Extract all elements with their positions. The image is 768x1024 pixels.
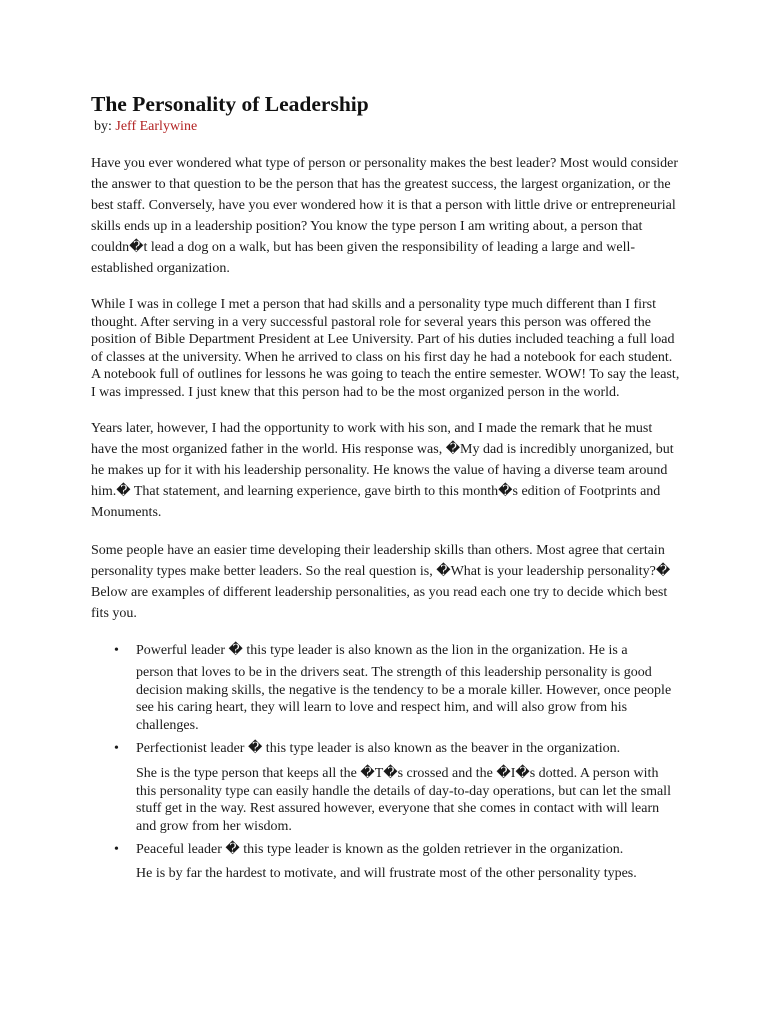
list-item-body: person that loves to be in the drivers seat. The strength of this leadership personality is good decision making skills, the negative is the tendency to be a morale killer. However, once people see his caring heart, they will learn to love and respect him, and will also grow from his challenges. (136, 665, 672, 733)
bullet-icon: • (114, 842, 119, 857)
document-title: The Personality of Leadership (91, 92, 369, 116)
paragraph-3: Years later, however, I had the opportunity to work with his son, and I made the remark that he must have the most organized father in the world. His response was, �My dad is incredibly unorganized, but he makes up for it with his leadership personality. He knows the value of having a diverse team around him.� That statement, and learning experience, gave birth to this month�s edition of Footprints and Monuments. (91, 421, 674, 520)
paragraph-4: Some people have an easier time developing their leadership skills than others. Most agree that certain personality types make better leaders. So the real question is, �What is your leadership personality?� Below are examples of different leadership personalities, as you read each one try to decide which best fits you. (91, 543, 671, 621)
leadership-list (91, 642, 681, 884)
paragraph-2: While I was in college I met a person that had skills and a personality type much different than I first thought. After serving in a very successful pastoral role for several years this person was offered the position of Bible Department President at Lee University. Part of his duties included teaching a full load of classes at the university. When he arrived to class on his first day he had a notebook for each student. A notebook full of outlines for lessons he was going to teach the entire semester. WOW! To say the least, I was impressed. I just knew that this person had to be the most organized person in the world. (91, 297, 680, 400)
list-item-lead: Powerful leader � this type leader is also known as the lion in the organization. He is a (136, 643, 628, 658)
list-item-perfectionist (91, 740, 681, 835)
byline (94, 118, 681, 136)
list-item-powerful (91, 642, 681, 734)
list-item-body: He is by far the hardest to motivate, and will frustrate most of the other personality types. (136, 866, 637, 881)
list-item-lead: Peaceful leader � this type leader is known as the golden retriever in the organization. (136, 842, 624, 857)
document (91, 90, 681, 890)
byline-prefix: by: (94, 119, 112, 134)
list-item-peaceful (91, 841, 681, 884)
author-link[interactable]: Jeff Earlywine (115, 119, 198, 134)
bullet-icon: • (114, 741, 119, 756)
list-item-body: She is the type person that keeps all the �T�s crossed and the �I�s dotted. A person with this personality type can easily handle the details of day-to-day operations, but can let the small stuff get in the way. Rest assured however, everyone that she comes in contact with will learn and grow from her wisdom. (136, 766, 671, 834)
paragraph-1: Have you ever wondered what type of person or personality makes the best leader? Most would consider the answer to that question to be the person that has the greatest success, the largest organization, or the best staff. Conversely, have you ever wondered how it is that a person with little drive or entrepreneurial skills ends up in a leadership position? You know the type person I am writing about, a person that couldn�t lead a dog on a walk, but has been given the responsibility of leading a large and well-established organization. (91, 156, 679, 276)
list-item-lead: Perfectionist leader � this type leader is also known as the beaver in the organization. (136, 741, 621, 756)
bullet-icon: • (114, 643, 119, 658)
